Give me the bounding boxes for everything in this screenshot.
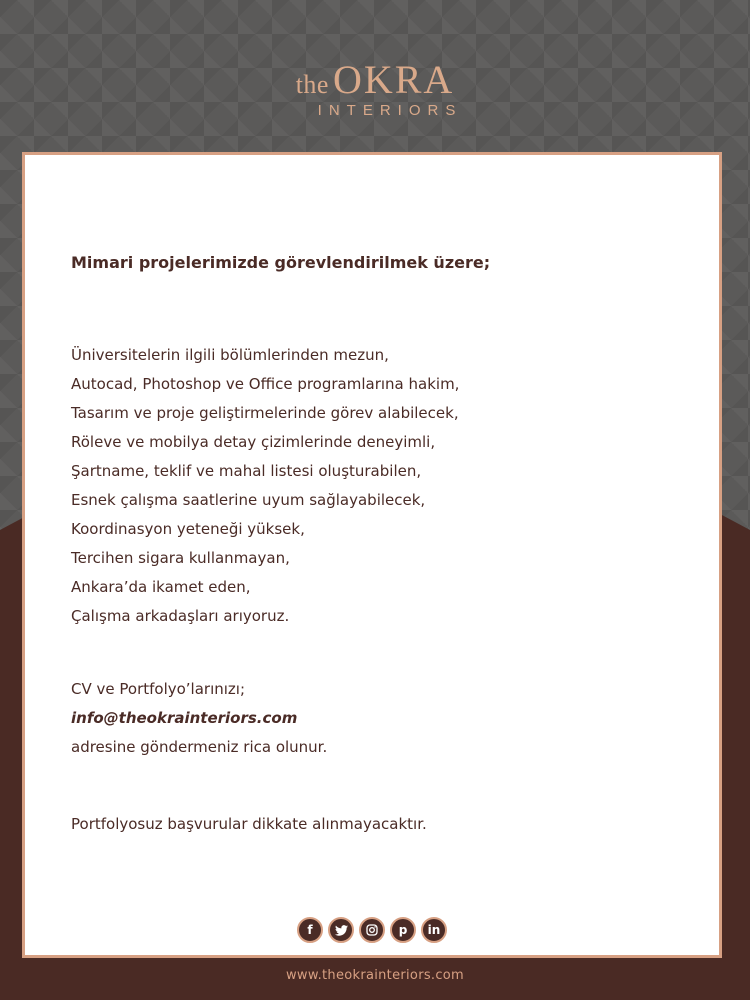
requirement-item: Esnek çalışma saatlerine uyum sağlayabilecek, [71, 491, 426, 509]
instagram-camera-shape [366, 924, 378, 936]
email-link[interactable]: info@theokrainteriors.com [71, 709, 298, 727]
twitter-bird-shape [335, 925, 348, 936]
cv-instruction: adresine göndermeniz rica olunur. [71, 738, 328, 756]
logo-subtitle: INTERIORS [317, 102, 463, 119]
requirement-item: Çalışma arkadaşları arıyoruz. [71, 607, 290, 625]
requirement-item: Tercihen sigara kullanmayan, [71, 549, 290, 567]
instagram-icon[interactable] [359, 917, 385, 943]
portfolio-note: Portfolyosuz başvurular dikkate alınmayacaktır. [71, 815, 427, 833]
pinterest-glyph: p [398, 923, 408, 937]
pinterest-icon[interactable] [390, 917, 416, 943]
logo-the: the [295, 70, 329, 99]
requirement-item: Üniversitelerin ilgili bölümlerinden mezun, [71, 346, 389, 364]
requirement-item: Röleve ve mobilya detay çizimlerinde deneyimli, [71, 433, 436, 451]
social-links [25, 917, 719, 943]
logo-name: OKRA [332, 57, 455, 102]
content [71, 255, 691, 839]
facebook-icon[interactable] [297, 917, 323, 943]
requirement-item: Şartname, teklif ve mahal listesi oluşturabilen, [71, 462, 422, 480]
requirement-item: Koordinasyon yeteneği yüksek, [71, 520, 305, 538]
requirement-item: Tasarım ve proje geliştirmelerinde görev alabilecek, [71, 404, 459, 422]
linkedin-icon[interactable] [421, 917, 447, 943]
linkedin-glyph: in [427, 923, 441, 937]
cv-intro: CV ve Portfolyo’larınızı; [71, 680, 246, 698]
twitter-icon[interactable] [328, 917, 354, 943]
logo [0, 57, 750, 119]
requirements-list [71, 341, 691, 631]
facebook-glyph: f [307, 923, 313, 937]
website-url[interactable]: www.theokrainteriors.com [285, 968, 465, 983]
requirement-item: Autocad, Photoshop ve Office programlarına hakim, [71, 375, 460, 393]
content-card [22, 152, 722, 958]
heading: Mimari projelerimizde görevlendirilmek üzere; [71, 253, 491, 272]
requirement-item: Ankara’da ikamet eden, [71, 578, 251, 596]
cv-section [71, 675, 691, 762]
